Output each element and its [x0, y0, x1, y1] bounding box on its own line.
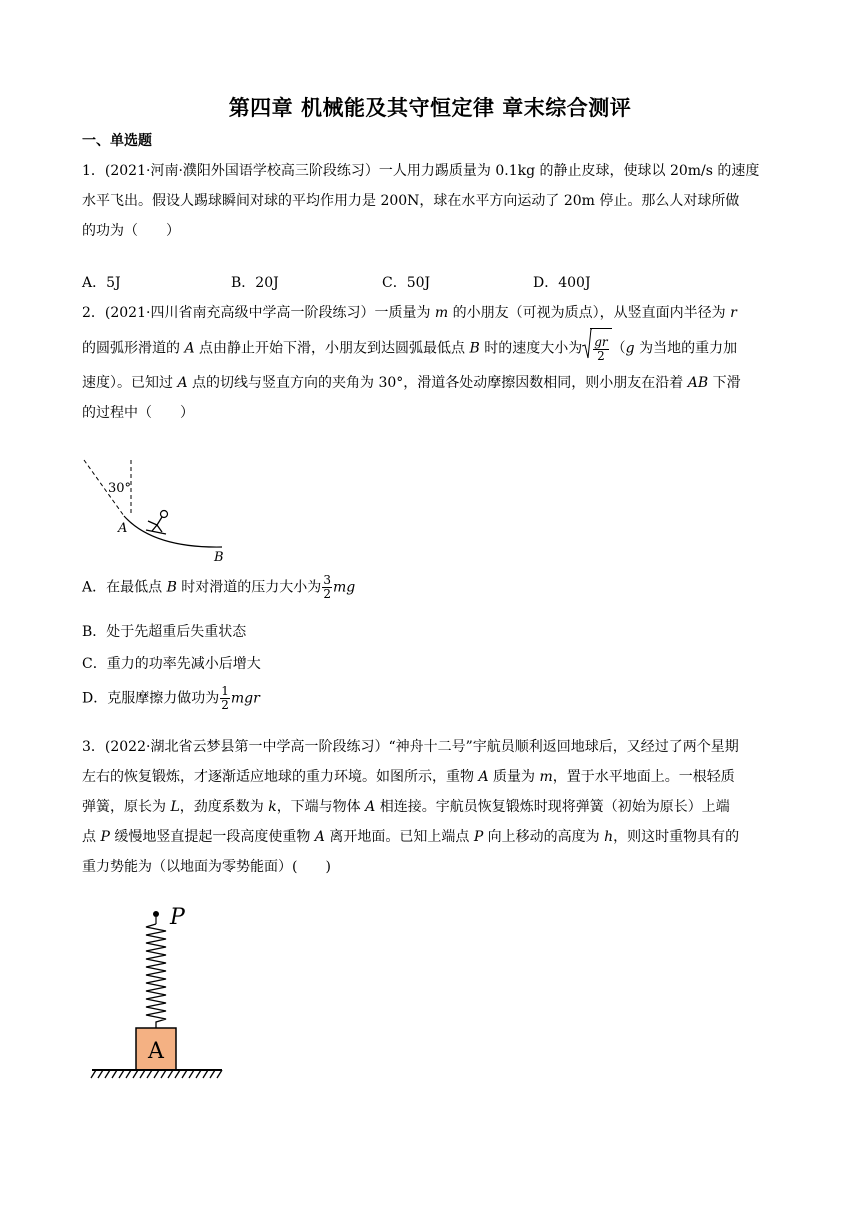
section-heading: 一、单选题 — [82, 133, 152, 149]
q3-line-3: 弹簧，原长为 L，劲度系数为 k，下端与物体 A 相连接。宇航员恢复锻炼时现将弹簧（初始为原长）上端 — [82, 799, 730, 815]
point-a-label: A — [118, 521, 128, 536]
q2-line-2: 的圆弧形滑道的 A 点由静止开始下滑，小朋友到达圆弧最低点 B 时的速度大小为 $\frac{gr}{2}$ （g 为当地的重力加 — [82, 328, 782, 368]
q3-line-4: 点 P 缓慢地竖直提起一段高度使重物 A 离开地面。已知上端点 P 向上移动的高度为 h，则这时重物具有的 — [82, 829, 740, 845]
q1-option-a: A．5J — [82, 275, 121, 291]
q2-option-d: D．克服摩擦力做功为 $\frac{1}{2}$ mgr — [82, 684, 260, 712]
question-3 — [82, 732, 782, 882]
q1-line-1: 1．(2021·河南·濮阳外国语学校高三阶段练习）一人用力踢质量为 0.1kg 的静止皮球，使球以 20m/s 的速度 — [82, 163, 760, 179]
slide-figure — [82, 458, 242, 568]
question-1 — [82, 156, 782, 246]
q1-line-2: 水平飞出。假设人踢球瞬间对球的平均作用力是 200N，球在水平方向运动了 20m 停止。那么人对球所做 — [82, 193, 740, 209]
q3-line-5: 重力势能为（以地面为零势能面）( ) — [82, 859, 331, 875]
page-title: 第四章 机械能及其守恒定律 章末综合测评 — [228, 96, 632, 120]
q3-line-1: 3．(2022·湖北省云梦县第一中学高一阶段练习）“神舟十二号”宇航员顺利返回地球后，又经过了两个星期 — [82, 739, 739, 755]
q2-line-4: 的过程中（ ） — [82, 405, 194, 421]
q2-line-3: 速度）。已知过 A 点的切线与竖直方向的夹角为 30°，滑道各处动摩擦因数相同，则小朋友在沿着 AB 下滑 — [82, 375, 741, 391]
block-a-label: A — [148, 1039, 164, 1064]
sqrt-expression: $\frac{gr}{2}$ — [582, 328, 611, 369]
q3-line-2: 左右的恢复锻炼，才逐渐适应地球的重力环境。如图所示，重物 A 质量为 m，置于水平地面上。一根轻质 — [82, 769, 735, 785]
q2-option-b: B．处于先超重后失重状态 — [82, 624, 247, 640]
child-icon — [146, 511, 168, 535]
angle-label: 30° — [108, 481, 132, 496]
point-b-label: B — [214, 550, 224, 565]
spring-figure — [88, 902, 228, 1092]
q2-option-c: C．重力的功率先减小后增大 — [82, 656, 261, 672]
q1-line-3: 的功为（ ） — [82, 223, 180, 239]
point-p-label: P — [170, 905, 185, 930]
q1-option-c: C．50J — [382, 275, 431, 291]
spring-coil — [146, 924, 166, 1028]
q1-option-b: B．20J — [231, 275, 279, 291]
q2-line-1: 2．(2021·四川省南充高级中学高一阶段练习）一质量为 m 的小朋友（可视为质点），从竖直面内半径为 r — [82, 305, 737, 321]
question-2 — [82, 298, 782, 428]
q2-option-a: A．在最低点 B 时对滑道的压力大小为 $\frac{3}{2}$ mg — [82, 573, 356, 601]
point-p-marker — [153, 911, 159, 917]
ground-hatching — [91, 1070, 222, 1078]
q1-option-d: D．400J — [533, 275, 591, 291]
slide-track — [124, 516, 222, 547]
